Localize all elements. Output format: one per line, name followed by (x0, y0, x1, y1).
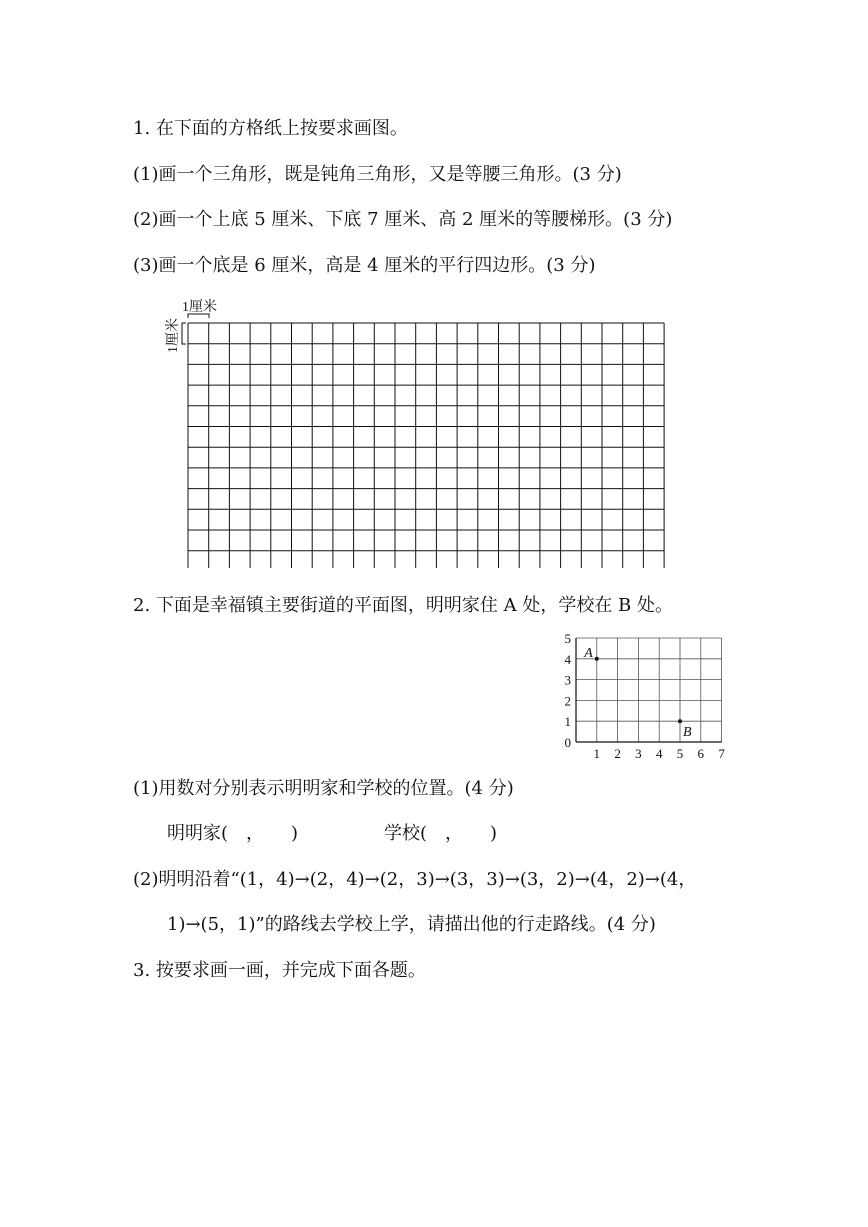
x-tick-label: 5 (676, 746, 684, 761)
q2-part2-line2: 1)→(5，1)”的路线去学校上学，请描出他的行走路线。(4 分) (167, 914, 656, 935)
x-tick-label: 6 (697, 746, 705, 761)
x-tick-label: 2 (614, 746, 621, 761)
x-tick-label: 3 (635, 746, 642, 761)
coordinate-chart (530, 630, 730, 770)
point-label-b: B (683, 725, 692, 741)
unit-label-top: 1厘米 (182, 300, 217, 315)
x-tick-label: 1 (593, 746, 601, 761)
q1-part2: (2)画一个上底 5 厘米、下底 7 厘米、高 2 厘米的等腰梯形。(3 分) (133, 209, 673, 230)
q1-part1: (1)画一个三角形，既是钝角三角形，又是等腰三角形。(3 分) (133, 164, 622, 185)
x-tick-label: 7 (718, 746, 725, 761)
q2-part1: (1)用数对分别表示明明家和学校的位置。(4 分) (133, 778, 514, 799)
y-tick-label: 5 (564, 631, 571, 646)
unit-label-side: 1厘米 (166, 318, 181, 353)
square-grid[interactable] (0, 290, 868, 590)
q1-title: 1. 在下面的方格纸上按要求画图。 (133, 118, 408, 139)
grid-lines (188, 323, 664, 568)
point-a (595, 657, 599, 661)
y-tick-label: 3 (564, 672, 571, 688)
point-label-a: A (584, 645, 593, 661)
school-answer[interactable]: 学校( ， ) (384, 823, 498, 844)
y-tick-label: 2 (564, 693, 571, 709)
point-b (678, 719, 682, 723)
q2-title: 2. 下面是幸福镇主要街道的平面图，明明家住 A 处，学校在 B 处。 (133, 595, 674, 616)
q1-part3: (3)画一个底是 6 厘米，高是 4 厘米的平行四边形。(3 分) (133, 255, 596, 276)
unit-bracket-side (182, 323, 186, 344)
home-answer[interactable]: 明明家( ， ) (167, 823, 299, 844)
y-tick-label: 0 (564, 735, 571, 750)
y-tick-label: 1 (564, 714, 571, 730)
y-tick-label: 4 (564, 651, 571, 667)
q3-title: 3. 按要求画一画，并完成下面各题。 (133, 960, 426, 981)
q2-part2-line1: (2)明明沿着“(1，4)→(2，4)→(2，3)→(3，3)→(3，2)→(4，2)→(4， (133, 869, 697, 890)
x-tick-label: 4 (655, 746, 663, 761)
